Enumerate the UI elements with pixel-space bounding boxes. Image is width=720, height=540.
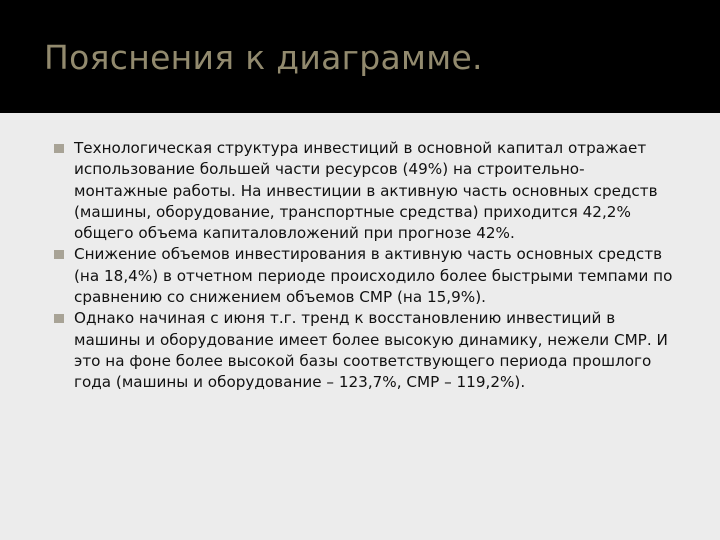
title-band [0,0,720,113]
bullet-item [54,244,676,308]
slide-title: Пояснения к диаграмме. [44,38,483,77]
square-bullet-icon [54,144,64,153]
bullet-item [54,138,676,244]
square-bullet-icon [54,250,64,259]
bullet-item [54,308,676,393]
square-bullet-icon [54,314,64,323]
bullet-text: Снижение объемов инвестирования в активную часть основных средств (на 18,4%) в отчетном периоде происходило более быстрыми темпами по сравнению со снижением объемов СМР (на 15,9%). [74,245,673,307]
bullet-text: Технологическая структура инвестиций в основной капитал отражает использование большей части ресурсов (49%) на строительно-монтажные работы. На инвестиции в активную часть основных средств (машины, оборудование, транспортные средства) приходится 42,2% общего объема капиталовложений при прогнозе 42%. [74,139,658,243]
bullet-list [54,138,676,394]
bullet-text: Однако начиная с июня т.г. тренд к восстановлению инвестиций в машины и оборудование имеет более высокую динамику, нежели СМР. И это на фоне более высокой базы соответствующего периода прошлого года (машины и оборудование – 123,7%, СМР – 119,2%). [74,309,668,392]
